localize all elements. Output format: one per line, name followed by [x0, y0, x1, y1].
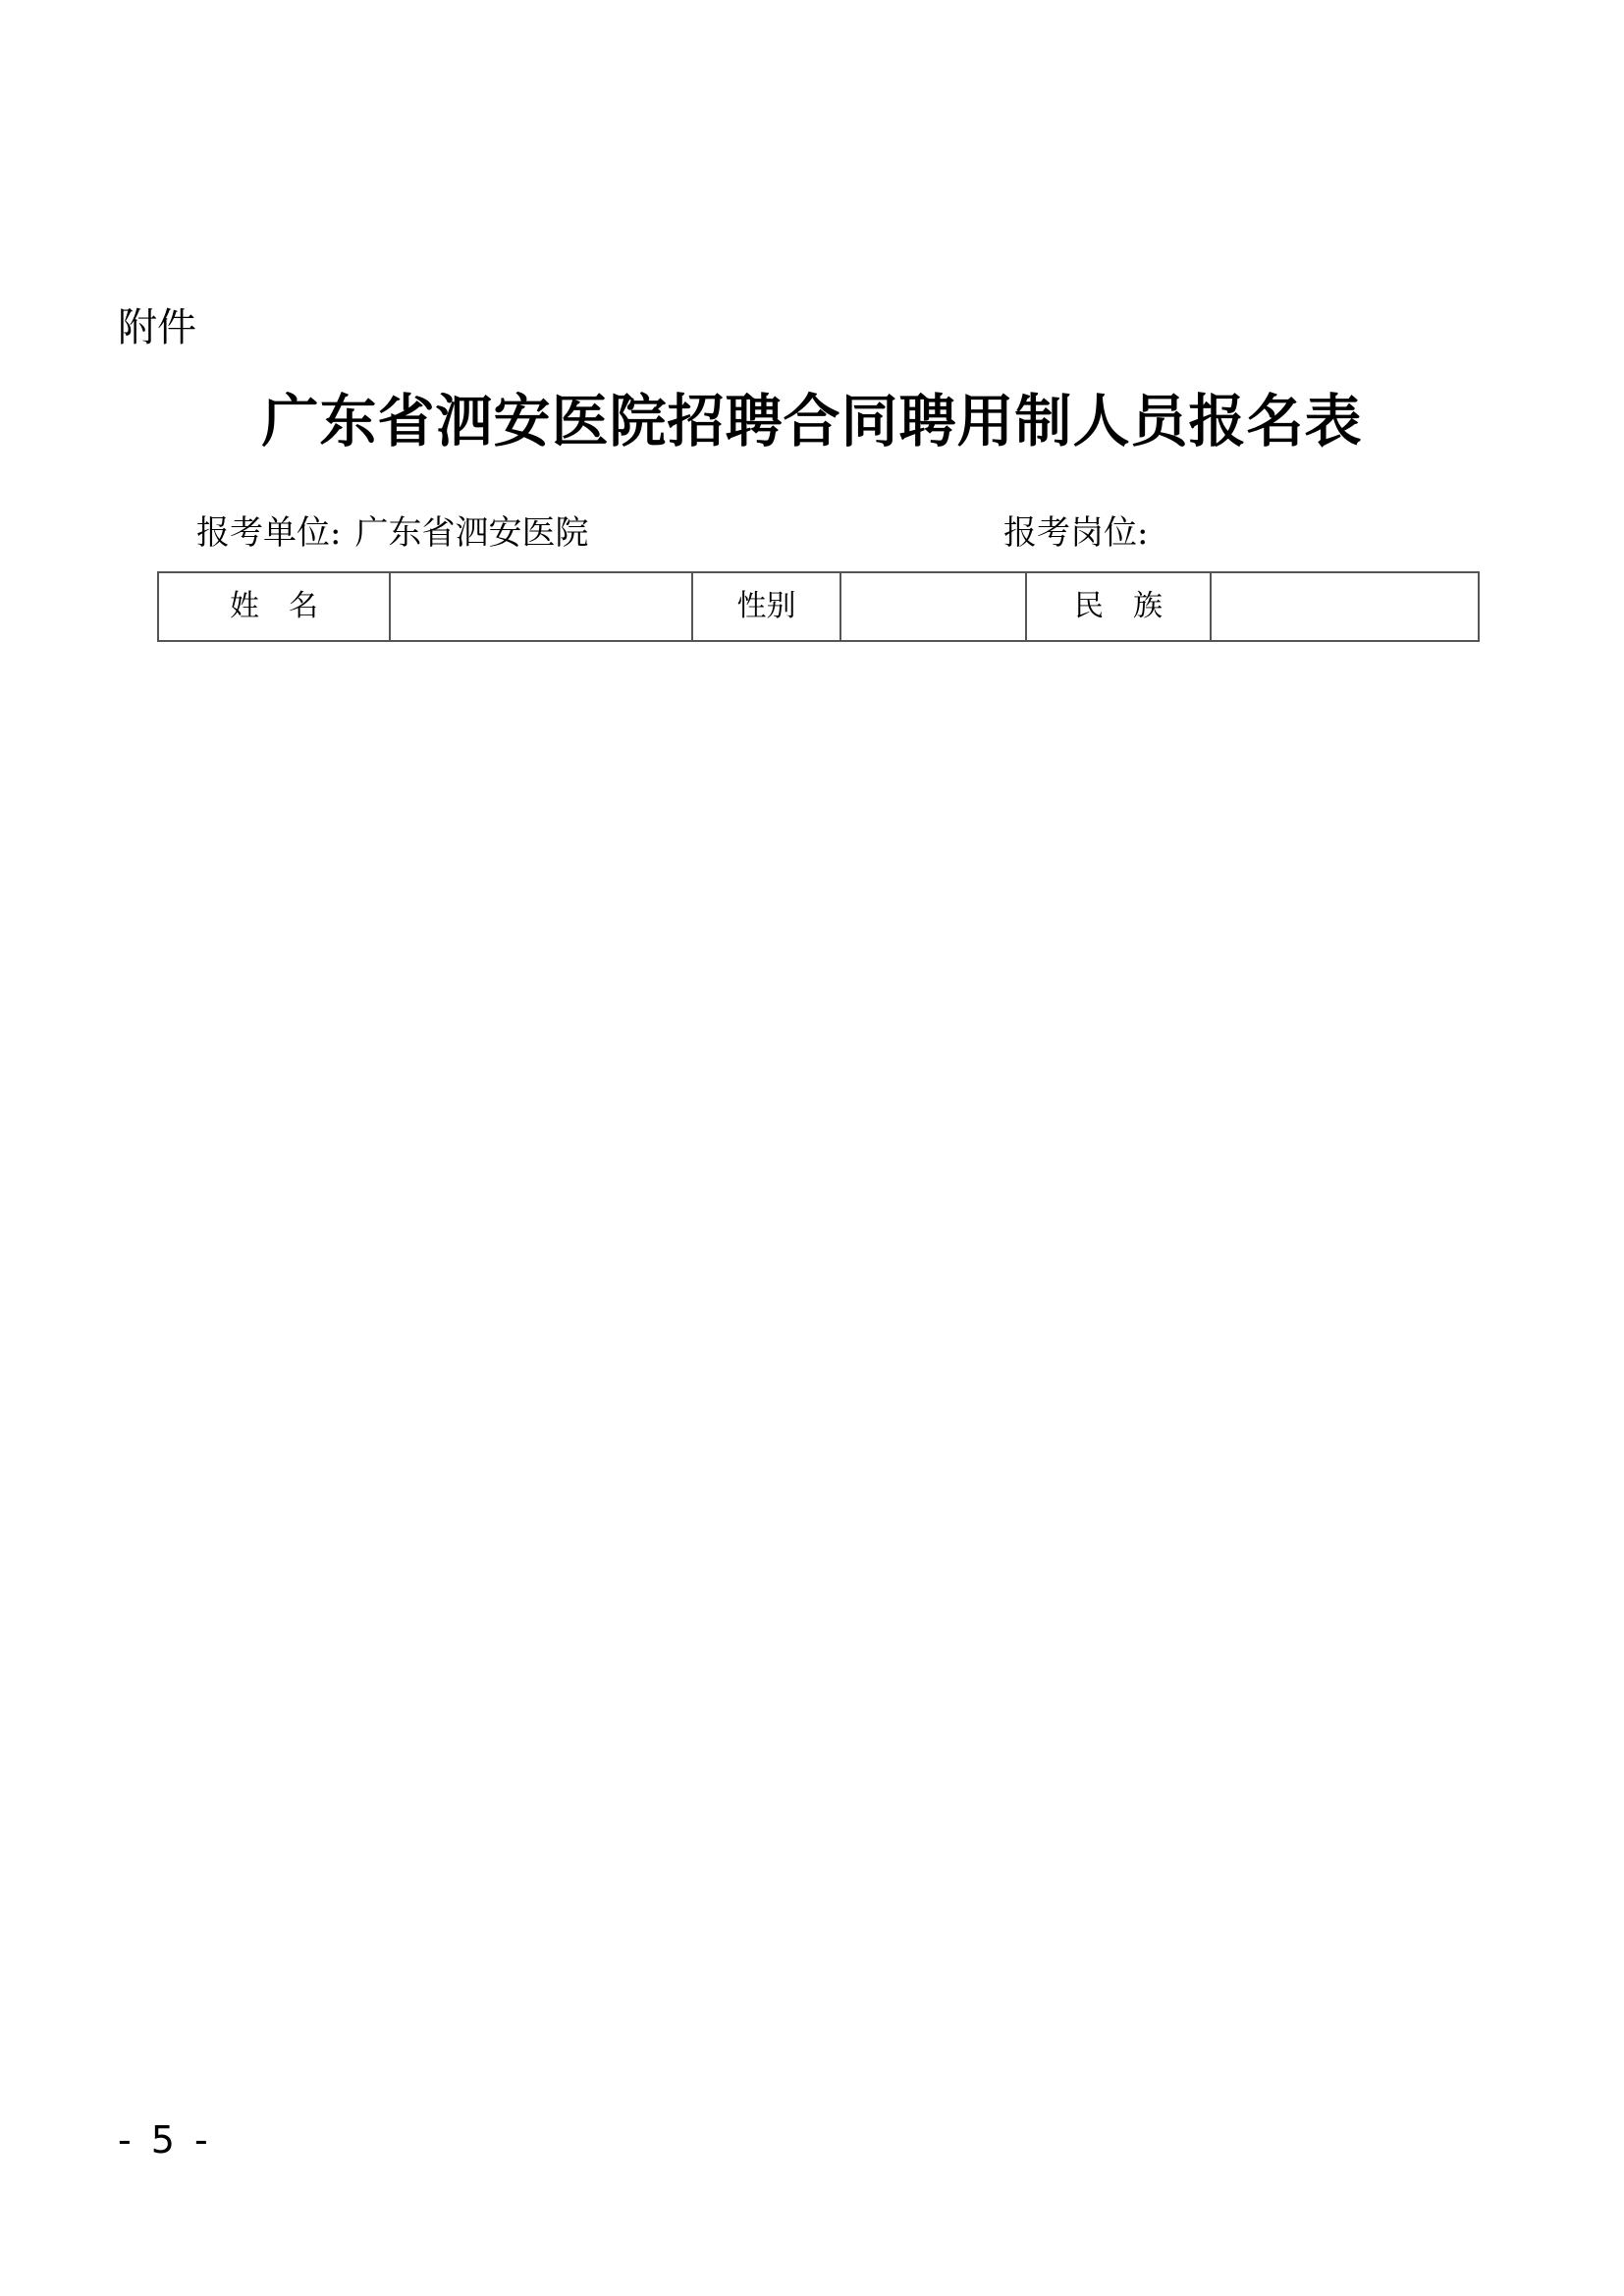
name-label: 姓 名: [158, 572, 390, 641]
attachment-label: 附件: [118, 305, 196, 350]
page-number: - 5 -: [118, 2118, 212, 2162]
ethnicity-input-cell[interactable]: [1211, 572, 1479, 641]
gender-label: 性别: [692, 572, 840, 641]
applied-unit-value: 广东省泗安医院: [354, 513, 589, 553]
applied-unit: [196, 506, 588, 554]
registration-form-table: [157, 571, 1480, 642]
applied-position-label: 报考岗位:: [1003, 513, 1149, 553]
ethnicity-label: 民 族: [1026, 572, 1211, 641]
applied-position: [1003, 506, 1148, 554]
applied-unit-label: 报考单位:: [196, 513, 342, 553]
gender-input-cell[interactable]: [840, 572, 1026, 641]
name-input-cell[interactable]: [390, 572, 692, 641]
form-title: 广东省泗安医院招聘合同聘用制人员报名表: [261, 388, 1363, 454]
